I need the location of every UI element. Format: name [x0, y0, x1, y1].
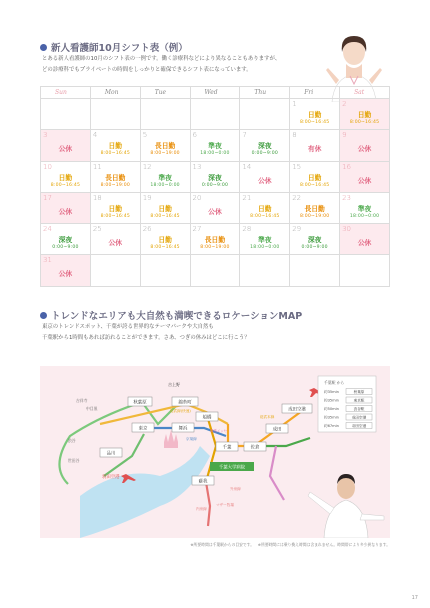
calendar-empty-cell [190, 99, 240, 130]
shift-label: 公休 [357, 176, 372, 185]
day-number: 10 [43, 162, 52, 171]
weekday-header-tue: Tue [140, 87, 190, 99]
calendar-empty-cell [190, 255, 240, 286]
legend-place: 成田空港 [351, 415, 367, 420]
legend-time: 約35min [324, 390, 339, 394]
shift-label: 準夜 [357, 204, 372, 213]
calendar-week-row [41, 130, 390, 161]
day-number: 31 [43, 256, 52, 265]
day-number: 9 [342, 131, 347, 140]
calendar-day-cell [240, 224, 290, 255]
day-number: 13 [192, 162, 202, 171]
day-number: 30 [342, 225, 351, 234]
calendar-empty-cell [290, 255, 340, 286]
shift-time: 8:00~19:00 [200, 245, 230, 251]
calendar-empty-cell [90, 99, 140, 130]
shift-time: 0:00~9:00 [201, 182, 229, 188]
day-number: 22 [292, 193, 302, 202]
weekday-header-row [41, 87, 390, 99]
calendar-week-row [41, 255, 390, 286]
disney-castle-icon [164, 430, 178, 448]
shift-label: 公休 [357, 239, 372, 248]
calendar-day-cell [140, 161, 190, 192]
shift-label: 日勤 [307, 111, 322, 119]
calendar-day-cell [41, 192, 91, 223]
calendar-day-cell [290, 161, 340, 192]
calendar-day-cell [41, 130, 91, 161]
shift-label: 公休 [208, 207, 222, 216]
shift-time: 8:00~16:45 [150, 245, 180, 251]
day-number: 12 [142, 162, 152, 171]
day-number: 21 [242, 193, 252, 202]
calendar-day-cell [290, 130, 340, 161]
legend-time: 約67min [324, 424, 339, 428]
calendar-day-cell [240, 161, 290, 192]
calendar-day-cell [240, 130, 290, 161]
shift-time: 8:00~16:45 [299, 120, 330, 125]
shift-time: 8:00~16:45 [100, 151, 130, 157]
calendar-week-row [41, 99, 390, 130]
map-label-sobu-main: 総武本線 [260, 415, 275, 419]
legend-title: 千葉駅 から [324, 380, 345, 385]
shift-label: 長日勤 [105, 173, 126, 182]
calendar-day-cell [340, 130, 390, 161]
shift-time: 18:00~0:00 [250, 245, 280, 251]
section1-description: とある新人看護師の10月のシフト表の一例です。働く診療科などにより異なることもありますが、 どの診療科でもプライベートの時間をしっかりと確保できるシフト表になっています。 [42, 56, 281, 73]
station-chiba: 千葉 [222, 445, 232, 451]
calendar-day-cell [190, 192, 240, 223]
shift-label: 日勤 [307, 173, 322, 182]
weekday-header-fri: Fri [290, 87, 340, 99]
day-number: 25 [92, 225, 102, 234]
weekday-header-sat: Sat [340, 87, 390, 99]
shift-label: 日勤 [58, 173, 73, 182]
shift-label: 深夜 [208, 173, 222, 182]
shift-label: 公休 [258, 176, 272, 185]
shift-time: 8:00~19:00 [299, 213, 330, 219]
shift-label: 日勤 [158, 204, 172, 213]
weekday-header-wed: Wed [190, 87, 240, 99]
shift-label: 深夜 [307, 236, 322, 245]
day-number: 5 [142, 131, 148, 140]
calendar-day-cell [240, 192, 290, 223]
calendar-day-cell [340, 192, 390, 223]
shift-label: 有休 [307, 145, 322, 154]
shift-calendar [40, 86, 390, 287]
day-number: 19 [142, 193, 152, 202]
day-number: 11 [92, 162, 102, 171]
map-label-shibuya: 渋谷 [68, 438, 76, 443]
day-number: 4 [92, 131, 98, 140]
location-map [40, 366, 390, 538]
shift-label: 日勤 [108, 204, 123, 213]
calendar-day-cell [41, 224, 91, 255]
weekday-header-sun: Sun [41, 87, 91, 99]
station-ueno: 吉上野 [168, 382, 180, 387]
day-number: 18 [92, 193, 102, 202]
calendar-day-cell [140, 192, 190, 223]
map-label-mother-farm: マザー牧場 [216, 503, 234, 507]
legend-place: 秋葉原 [353, 390, 365, 394]
shift-time: 0:00~9:00 [251, 151, 278, 157]
day-number: 6 [192, 131, 197, 140]
calendar-week-row [41, 161, 390, 192]
calendar-day-cell [290, 99, 340, 130]
map-label-makuhari: 幕張メッセ [210, 429, 227, 433]
shift-label: 長日勤 [204, 236, 226, 245]
day-number: 16 [342, 162, 351, 171]
legend-place: 渋谷駅 [353, 407, 365, 411]
shift-time: 8:00~19:00 [100, 182, 130, 188]
shift-label: 日勤 [158, 236, 172, 245]
day-number: 23 [342, 193, 351, 202]
shift-label: 長日勤 [304, 204, 325, 213]
legend-place: 羽田空港 [351, 424, 367, 428]
station-narita: 成田 [272, 427, 282, 433]
shift-label: 準夜 [258, 236, 272, 245]
station-shinagawa: 品川 [106, 451, 116, 457]
station-sakura: 佐倉 [250, 445, 260, 451]
legend-place: 東京駅 [353, 398, 365, 403]
shift-label: 日勤 [108, 142, 123, 151]
calendar-empty-cell [240, 255, 290, 286]
travel-time-legend [318, 376, 376, 432]
shift-label: 日勤 [357, 111, 372, 119]
shift-label: 準夜 [158, 173, 172, 182]
shift-time: 18:00~0:00 [200, 151, 230, 157]
calendar-day-cell [290, 192, 340, 223]
day-number: 2 [342, 100, 347, 108]
calendar-day-cell [190, 161, 240, 192]
calendar-day-cell [41, 255, 91, 286]
day-number: 1 [292, 100, 297, 108]
day-number: 26 [142, 225, 152, 234]
section1-title: 新人看護師10月シフト表（例） [40, 40, 188, 54]
page-number: 17 [411, 595, 418, 601]
calendar-week-row [41, 224, 390, 255]
shift-label: 深夜 [258, 142, 272, 151]
day-number: 24 [43, 225, 52, 234]
calendar-day-cell [90, 130, 140, 161]
day-number: 17 [43, 193, 52, 202]
weekday-header-thu: Thu [240, 87, 290, 99]
calendar-empty-cell [140, 99, 190, 130]
shift-time: 8:00~16:45 [299, 182, 330, 188]
shift-label: 公休 [108, 239, 123, 248]
calendar-day-cell [90, 161, 140, 192]
shift-time: 8:00~16:45 [100, 213, 130, 219]
calendar-day-cell [340, 161, 390, 192]
day-number: 3 [43, 131, 48, 140]
shift-label: 公休 [58, 145, 73, 154]
calendar-day-cell [41, 161, 91, 192]
map-label-nakameguro: 中目黒 [86, 406, 98, 411]
bullet-dot-icon [40, 44, 47, 51]
calendar-empty-cell [90, 255, 140, 286]
calendar-empty-cell [140, 255, 190, 286]
station-narita-airport: 成田空港 [288, 407, 306, 413]
legend-time: 約35min [324, 398, 339, 403]
shift-label: 公休 [357, 145, 372, 154]
station-soga: 蘇我 [198, 479, 208, 485]
station-funabashi: 船橋 [202, 415, 212, 421]
shift-time: 0:00~9:00 [301, 245, 328, 251]
calendar-empty-cell [340, 255, 390, 286]
shift-time: 18:00~0:00 [150, 182, 180, 188]
day-number: 8 [292, 131, 297, 140]
shift-label: 日勤 [258, 204, 272, 213]
shift-label: 長日勤 [154, 142, 176, 151]
calendar-day-cell [90, 192, 140, 223]
calendar-day-cell [90, 224, 140, 255]
shift-label: 公休 [58, 270, 73, 279]
day-number: 7 [242, 131, 247, 140]
section2-description: 東京のトレンドスポット、千葉が誇る世界的なテーマパークや大自然も 千葉駅から1時間もあれば訪れることができます。さあ、つぎの休みはどこに行こう？ [42, 324, 250, 341]
station-tokyo: 東京 [138, 426, 148, 432]
map-label-sotobo-line: 外房線 [230, 487, 241, 491]
shift-time: 18:00~0:00 [349, 213, 380, 219]
calendar-day-cell [190, 130, 240, 161]
map-label-uchibo-line: 内房線 [196, 507, 207, 511]
doctor-photo [308, 474, 384, 538]
station-kinshicho: 錦糸町 [178, 400, 192, 406]
calendar-day-cell [340, 99, 390, 130]
day-number: 28 [242, 225, 252, 234]
calendar-day-cell [140, 130, 190, 161]
map-label-keiyo-line: 京葉線 [186, 437, 197, 441]
map-label-sobu-rapid: 総武線(快速) [170, 409, 191, 413]
shift-label: 準夜 [208, 142, 222, 151]
day-number: 20 [192, 193, 202, 202]
shift-time: 8:00~16:45 [50, 182, 81, 188]
weekday-header-mon: Mon [90, 87, 140, 99]
station-akihabara: 秋葉原 [133, 400, 147, 406]
shift-time: 8:00~16:45 [250, 213, 280, 219]
day-number: 27 [192, 225, 202, 234]
section2-title: トレンドなエリアも大自然も満喫できるロケーションMAP [40, 308, 302, 322]
calendar-day-cell [140, 224, 190, 255]
calendar-empty-cell [240, 99, 290, 130]
station-haneda: 羽田空港 [102, 475, 120, 480]
day-number: 14 [242, 162, 252, 171]
calendar-day-cell [290, 224, 340, 255]
shift-label: 深夜 [58, 236, 73, 245]
calendar-day-cell [340, 224, 390, 255]
calendar-empty-cell [41, 99, 91, 130]
map-label-kichijoji: 吉祥寺 [76, 398, 88, 403]
shift-time: 0:00~9:00 [52, 245, 79, 251]
legend-time: 約50min [324, 407, 339, 411]
day-number: 15 [292, 162, 302, 171]
shift-time: 8:00~16:45 [150, 213, 180, 219]
station-maihama: 舞浜 [178, 426, 188, 432]
map-footnote: ※所要時間は千葉駅からの目安です。 ※所要時間には乗り換え時間は含まれません。時間帯により多少異なります。 [190, 542, 390, 547]
shift-time: 8:00~16:45 [349, 120, 380, 125]
legend-time: 約35min [324, 415, 339, 420]
bullet-dot-icon [40, 312, 47, 319]
chiba-university-hospital-label: 千葉大学病院 [218, 465, 246, 471]
map-label-setagaya: 世田谷 [68, 458, 80, 463]
shift-time: 8:00~19:00 [150, 151, 180, 157]
shift-label: 公休 [58, 207, 73, 216]
day-number: 29 [292, 225, 302, 234]
calendar-day-cell [190, 224, 240, 255]
calendar-week-row [41, 192, 390, 223]
